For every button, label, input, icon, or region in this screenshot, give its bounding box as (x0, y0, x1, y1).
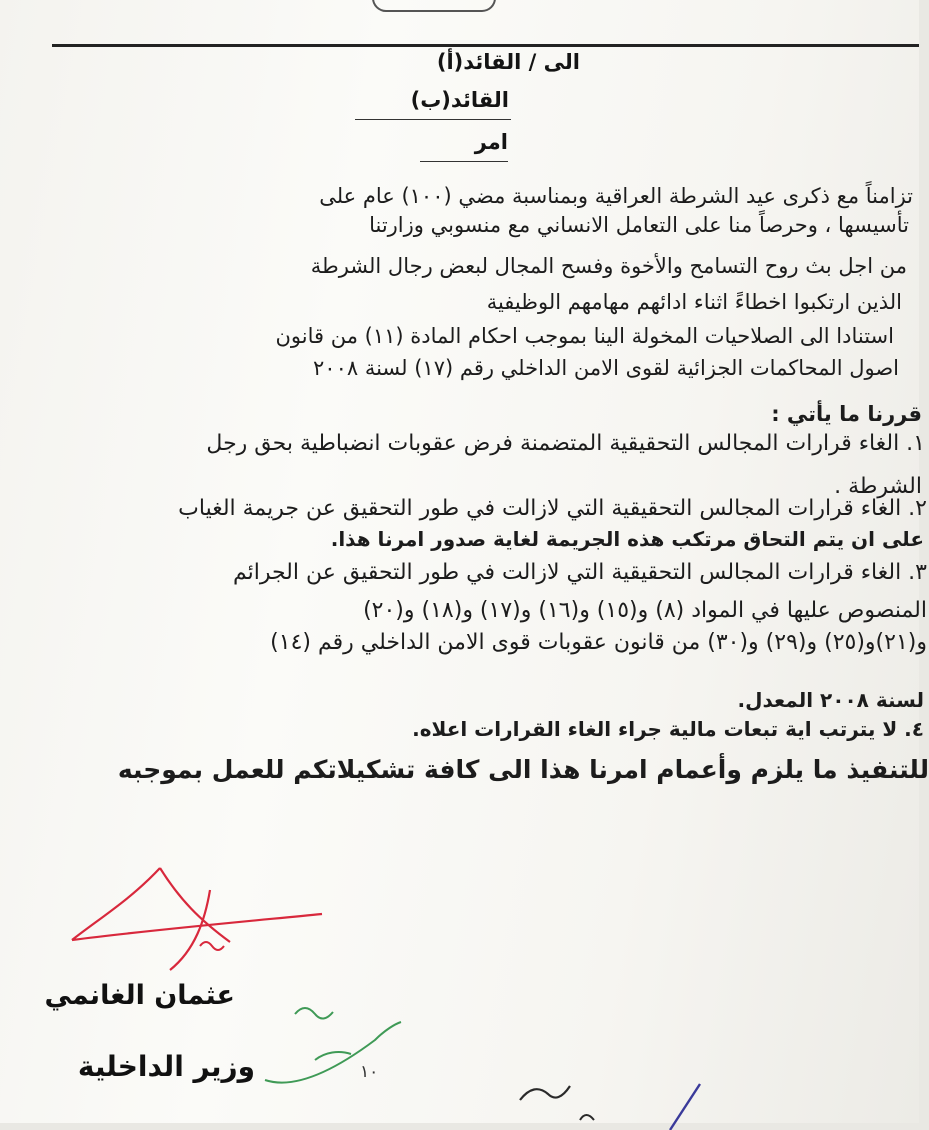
signatory-title: وزير الداخلية (77, 1050, 255, 1083)
body-line: لسنة ٢٠٠٨ المعدل. (737, 688, 924, 712)
recipient-line-1: الى / القائد(أ) (436, 50, 580, 74)
body-line: استنادا الى الصلاحيات المخولة الينا بموجب احكام المادة (١١) من قانون (275, 324, 894, 348)
recipient-line-2: القائد(ب) (410, 88, 509, 112)
body-line: الذين ارتكبوا اخطاءً اثناء ادائهم مهامهم الوظيفية (486, 290, 902, 314)
body-line: من اجل بث روح التسامح والأخوة وفسح المجال لبعض رجال الشرطة (310, 254, 907, 278)
green-initials (255, 1000, 415, 1110)
body-line: ٣. الغاء قرارات المجالس التحقيقية التي لازالت في طور التحقيق عن الجرائم (232, 560, 927, 585)
body-line: ٢. الغاء قرارات المجالس التحقيقية التي لازالت في طور التحقيق عن جريمة الغياب (178, 496, 927, 521)
body-line: اصول المحاكمات الجزائية لقوى الامن الداخلي رقم (١٧) لسنة ٢٠٠٨ (313, 356, 899, 380)
bottom-scribble (500, 1060, 740, 1130)
body-line: ١. الغاء قرارات المجالس التحقيقية المتضمنة فرض عقوبات انضباطية بحق رجل (206, 431, 925, 456)
body-line: تأسيسها ، وحرصاً منا على التعامل الانساني مع منسوبي وزارتنا (369, 213, 909, 237)
title-underline (420, 161, 508, 162)
body-line: و(٢١)و(٢٥) و(٢٩) و(٣٠) من قانون عقوبات قوى الامن الداخلي رقم (١٤) (270, 630, 927, 655)
header-rule (52, 44, 919, 47)
body-line: الشرطة . (834, 474, 922, 499)
document-title: امر (474, 130, 508, 154)
body-line: المنصوص عليها في المواد (٨) و(١٥) و(١٦) و(١٧) و(١٨) و(٢٠) (363, 598, 927, 623)
body-line: ٤. لا يترتب اية تبعات مالية جراء الغاء القرارات اعلاه. (412, 717, 924, 741)
body-line: تزامناً مع ذكرى عيد الشرطة العراقية وبمناسبة مضي (١٠٠) عام على (319, 184, 913, 208)
body-line: على ان يتم التحاق مرتكب هذه الجريمة لغاية صدور امرنا هذا. (330, 527, 924, 551)
handwritten-number: ١٠ (360, 1062, 379, 1082)
torn-header-fragment (372, 0, 496, 12)
recipient-underline (355, 119, 511, 120)
body-line: للتنفيذ ما يلزم وأعمام امرنا هذا الى كافة تشكيلاتكم للعمل بموجبه (117, 755, 929, 784)
signatory-name: عثمان الغانمي (44, 980, 235, 1011)
red-signature (60, 860, 340, 980)
body-line: قررنا ما يأتي : (771, 402, 922, 426)
